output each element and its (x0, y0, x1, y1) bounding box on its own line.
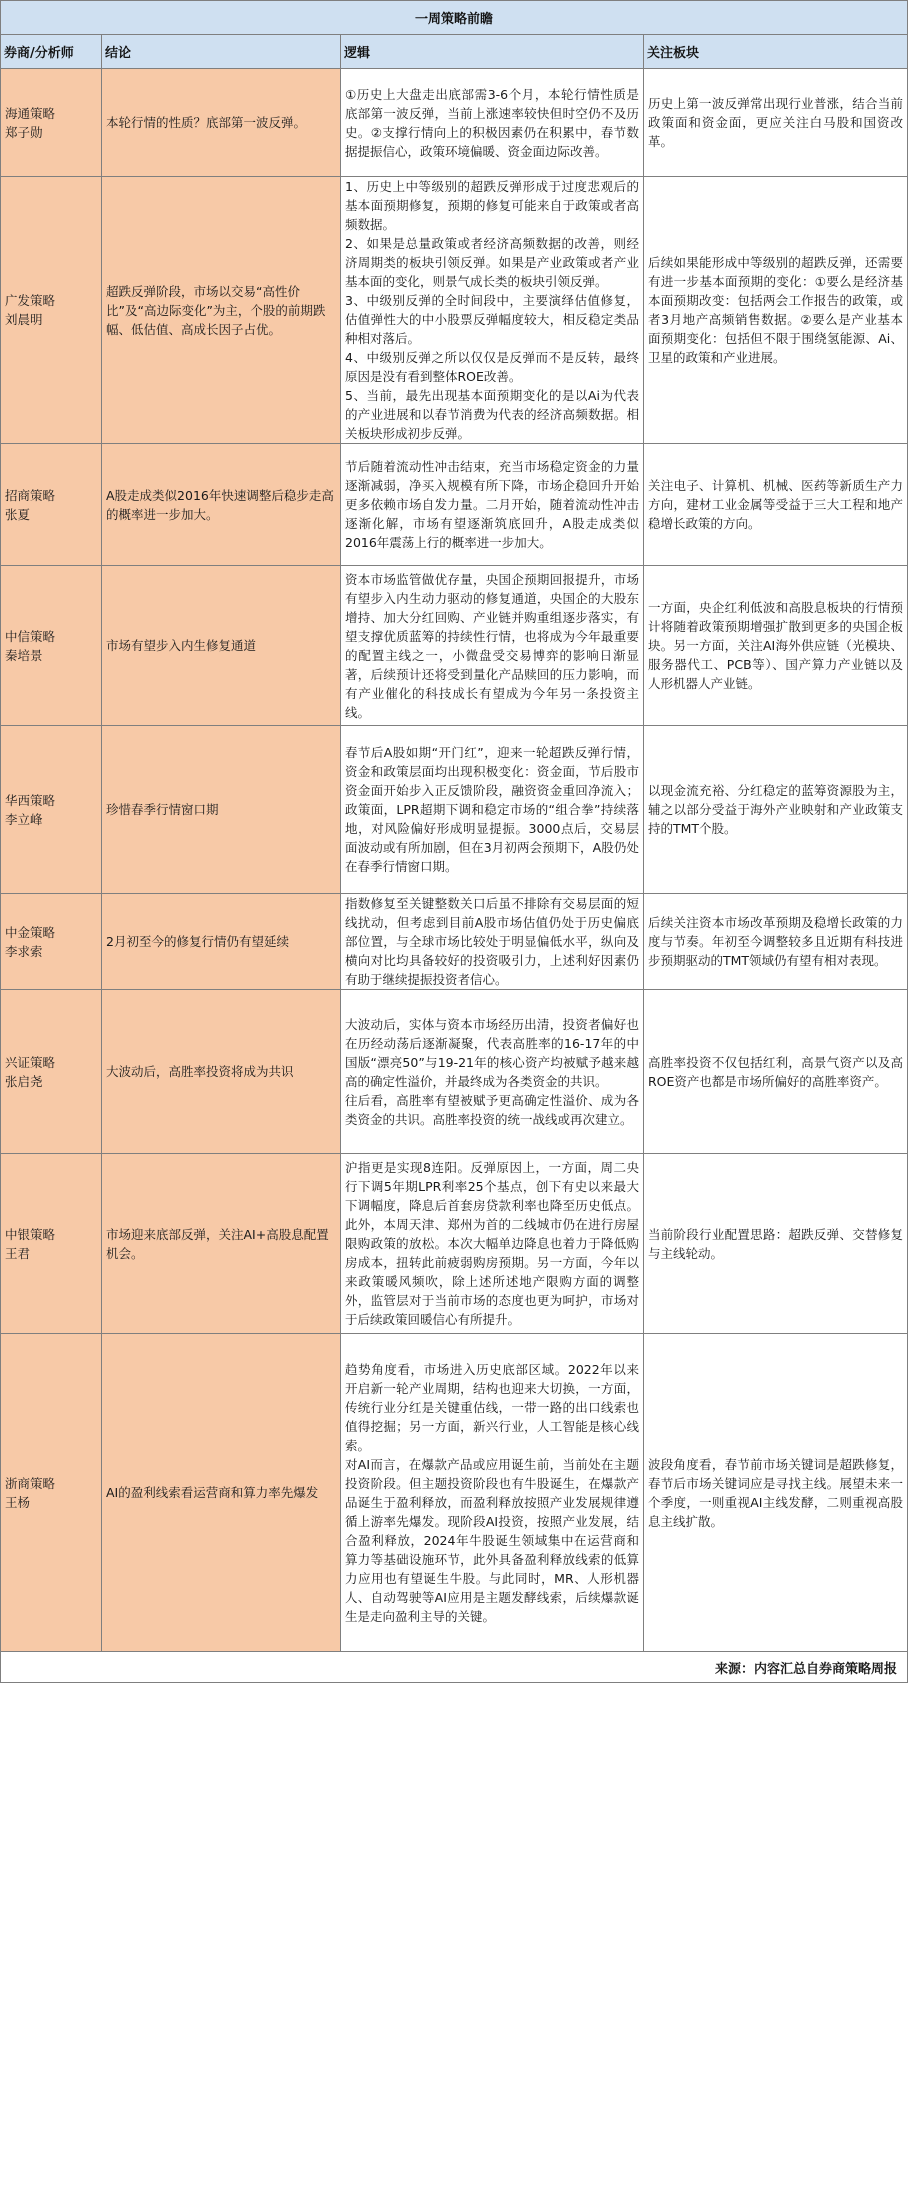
table-row (1, 990, 908, 1154)
conclusion-cell: 超跌反弹阶段，市场以交易“高性价比”及“高边际变化”为主，个股的前期跌幅、低估值、高成长因子占优。 (102, 177, 341, 444)
focus-cell: 历史上第一波反弹常出现行业普涨，结合当前政策面和资金面，更应关注白马股和国资改革。 (644, 69, 908, 177)
analyst-name: 张夏 (5, 506, 31, 522)
broker-cell (1, 444, 102, 566)
logic-cell (341, 444, 644, 566)
conclusion-cell: 市场有望步入内生修复通道 (102, 566, 341, 726)
logic-paragraph: 往后看，高胜率有望被赋予更高确定性溢价、成为各类资金的共识。高胜率投资的统一战线或再次建立。 (345, 1092, 639, 1127)
broker-cell (1, 990, 102, 1154)
conclusion-cell: AI的盈利线索看运营商和算力率先爆发 (102, 1334, 341, 1652)
table-row (1, 894, 908, 990)
logic-cell (341, 177, 644, 444)
conclusion-cell: 本轮行情的性质？底部第一波反弹。 (102, 69, 341, 177)
logic-paragraph: ①历史上大盘走出底部需3-6个月，本轮行情性质是底部第一波反弹，当前上涨速率较快但时空仍不及历史。②支撑行情向上的积极因素仍在积累中，春节数据提振信心，政策环境偏暖、资金面边际改善。 (345, 86, 639, 159)
broker-name: 海通策略 (5, 105, 56, 121)
table-body (1, 69, 908, 1652)
broker-cell (1, 566, 102, 726)
broker-name: 中信策略 (5, 628, 56, 644)
table-row (1, 444, 908, 566)
analyst-name: 王君 (5, 1245, 31, 1261)
logic-paragraph: 2、如果是总量政策或者经济高频数据的改善，则经济周期类的板块引领反弹。如果是产业政策或者产业基本面的变化，则景气成长类的板块引领反弹。 (345, 236, 639, 289)
analyst-name: 李求索 (5, 943, 43, 959)
focus-cell: 高胜率投资不仅包括红利，高景气资产以及高ROE资产也都是市场所偏好的高胜率资产。 (644, 990, 908, 1154)
focus-cell: 关注电子、计算机、机械、医药等新质生产力方向，建材工业金属等受益于三大工程和地产稳增长政策的方向。 (644, 444, 908, 566)
logic-paragraph: 节后随着流动性冲击结束，充当市场稳定资金的力量逐渐减弱，净买入规模有所下降，市场企稳回升开始更多依赖市场自发力量。二月开始，随着流动性冲击逐渐化解，市场有望逐渐筑底回升，A股走成类似2016年震荡上行的概率进一步加大。 (345, 459, 639, 550)
broker-name: 浙商策略 (5, 1475, 56, 1491)
conclusion-cell: 珍惜春季行情窗口期 (102, 726, 341, 894)
broker-name: 中金策略 (5, 924, 56, 940)
table-row (1, 726, 908, 894)
focus-cell: 一方面，央企红利低波和高股息板块的行情预计将随着政策预期增强扩散到更多的央国企板块。另一方面，关注AI海外供应链（光模块、服务器代工、PCB等）、国产算力产业链以及人形机器人产业链。 (644, 566, 908, 726)
logic-paragraph: 趋势角度看，市场进入历史底部区域。2022年以来开启新一轮产业周期，结构也迎来大切换，一方面，传统行业分红是关键重估线，一带一路的出口线索也值得挖掘；另一方面，新兴行业，人工智能是核心线索。 (345, 1361, 639, 1453)
header-focus: 关注板块 (644, 35, 908, 69)
logic-cell (341, 1154, 644, 1334)
header-logic: 逻辑 (341, 35, 644, 69)
focus-cell: 当前阶段行业配置思路：超跌反弹、交替修复与主线轮动。 (644, 1154, 908, 1334)
logic-paragraph: 1、历史上中等级别的超跌反弹形成于过度悲观后的基本面预期修复，预期的修复可能来自于政策或者高频数据。 (345, 179, 639, 232)
conclusion-cell: 2月初至今的修复行情仍有望延续 (102, 894, 341, 990)
broker-cell (1, 1154, 102, 1334)
broker-cell (1, 1334, 102, 1652)
logic-cell (341, 566, 644, 726)
broker-name: 招商策略 (5, 487, 56, 503)
logic-cell (341, 1334, 644, 1652)
header-conclusion: 结论 (102, 35, 341, 69)
table-row (1, 1334, 908, 1652)
logic-paragraph: 4、中级别反弹之所以仅仅是反弹而不是反转，最终原因是没有看到整体ROE改善。 (345, 350, 639, 384)
table-row (1, 566, 908, 726)
analyst-name: 刘晨明 (5, 312, 43, 327)
logic-cell (341, 69, 644, 177)
focus-cell: 后续关注资本市场改革预期及稳增长政策的力度与节奏。年初至今调整较多且近期有科技进步预期驱动的TMT领域仍有望有相对表现。 (644, 894, 908, 990)
logic-paragraph: 资本市场监管做优存量，央国企预期回报提升，市场有望步入内生动力驱动的修复通道，央国企的大股东增持、加大分红回购、产业链并购重组逐步落实，有望支撑优质蓝筹的持续性行情，也将成为今年最重要的配置主线之一，小微盘受交易博弈的影响日渐显著，后续预计还将受到量化产品赎回的压力影响，而有产业催化的科技成长有望成为今年另一条投资主线。 (345, 571, 639, 720)
source-note: 来源：内容汇总自券商策略周报 (1, 1652, 908, 1683)
broker-name: 兴证策略 (5, 1054, 56, 1070)
broker-name: 中银策略 (5, 1226, 56, 1242)
focus-cell: 以现金流充裕、分红稳定的蓝筹资源股为主，辅之以部分受益于海外产业映射和产业政策支持的TMT个股。 (644, 726, 908, 894)
table-row (1, 69, 908, 177)
focus-cell: 后续如果能形成中等级别的超跌反弹，还需要有进一步基本面预期的变化：①要么是经济基本面预期改变：包括两会工作报告的政策，或者3月地产高频销售数据。②要么是产业基本面预期变化：包括但不限于围绕氢能源、Ai、卫星的政策和产业进展。 (644, 177, 908, 444)
logic-paragraph: 沪指更是实现8连阳。反弹原因上，一方面，周二央行下调5年期LPR利率25个基点，创下有史以来最大下调幅度，降息后首套房贷款利率也降至历史低点。此外，本周天津、郑州为首的二线城市仍在进行房屋限购政策的放松。本次大幅单边降息也着力于降低购房成本，扭转此前疲弱购房预期。另一方面，今年以来政策暖风频吹，除上述所述地产限购方面的调整外，监管层对于当前市场的态度也更为呵护，市场对于后续政策回暖信心有所提升。 (345, 1160, 639, 1327)
logic-paragraph: 春节后A股如期“开门红”，迎来一轮超跌反弹行情，资金和政策层面均出现积极变化：资金面，节后股市资金面开始步入正反馈阶段，融资资金重回净流入；政策面，LPR超期下调和稳定市场的“组合拳”持续落地，对风险偏好形成明显提振。3000点后，交易层面波动或有所加剧，但在3月初两会预期下，A股仍处在春季行情窗口期。 (345, 745, 639, 874)
logic-cell (341, 990, 644, 1154)
analyst-name: 张启尧 (5, 1073, 43, 1089)
conclusion-cell: A股走成类似2016年快速调整后稳步走高的概率进一步加大。 (102, 444, 341, 566)
broker-name: 广发策略 (5, 293, 56, 308)
logic-cell (341, 894, 644, 990)
logic-paragraph: 对AI而言，在爆款产品或应用诞生前，当前处在主题投资阶段。但主题投资阶段也有牛股诞生，在爆款产品诞生于盈利释放，而盈利释放按照产业发展规律遵循上游率先爆发。现阶段AI投资，按照产业发展，结合盈利释放，2024年牛股诞生领域集中在运营商和算力等基础设施环节，此外具备盈利释放线索的低算力应用也有望诞生牛股。与此同时，MR、人形机器人、自动驾驶等AI应用是主题发酵线索，后续爆款诞生是走向盈利主导的关键。 (345, 1456, 639, 1624)
broker-cell (1, 726, 102, 894)
logic-paragraph: 大波动后，实体与资本市场经历出清，投资者偏好也在历经动荡后逐渐凝聚，代表高胜率的16-17年的中国版“漂亮50”与19-21年的核心资产均被赋予越来越高的确定性溢价，并最终成为各类资金的共识。 (345, 1016, 639, 1089)
table-title: 一周策略前瞻 (1, 1, 908, 35)
logic-paragraph: 5、当前，最先出现基本面预期变化的是以Ai为代表的产业进展和以春节消费为代表的经济高频数据。相关板块形成初步反弹。 (345, 388, 639, 441)
broker-cell (1, 177, 102, 444)
broker-cell (1, 894, 102, 990)
broker-name: 华西策略 (5, 792, 56, 808)
logic-paragraph: 3、中级别反弹的全时间段中，主要演绎估值修复，估值弹性大的中小股票反弹幅度较大，相反稳定类品种相对落后。 (345, 293, 639, 346)
table-row (1, 1154, 908, 1334)
header-broker: 券商/分析师 (1, 35, 102, 69)
broker-cell (1, 69, 102, 177)
conclusion-cell: 大波动后，高胜率投资将成为共识 (102, 990, 341, 1154)
analyst-name: 郑子勋 (5, 124, 43, 140)
table-row (1, 177, 908, 444)
conclusion-cell: 市场迎来底部反弹，关注AI+高股息配置机会。 (102, 1154, 341, 1334)
analyst-name: 秦培景 (5, 647, 43, 663)
logic-cell (341, 726, 644, 894)
logic-paragraph: 指数修复至关键整数关口后虽不排除有交易层面的短线扰动，但考虑到目前A股市场估值仍处于历史偏底部位置，与全球市场比较处于明显偏低水平，纵向及横向对比均具备较好的投资吸引力，上述利好因素仍有助于继续提振投资者信心。 (345, 896, 639, 987)
analyst-name: 王杨 (5, 1494, 31, 1510)
analyst-name: 李立峰 (5, 811, 43, 827)
focus-cell: 波段角度看，春节前市场关键词是超跌修复，春节后市场关键词应是寻找主线。展望未来一个季度，一则重视AI主线发酵，二则重视高股息主线扩散。 (644, 1334, 908, 1652)
